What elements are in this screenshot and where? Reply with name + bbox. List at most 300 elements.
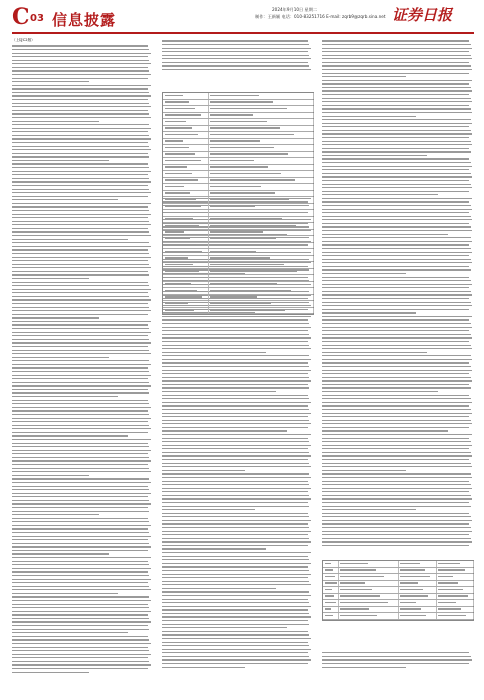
table-row — [163, 308, 313, 315]
text-line — [322, 237, 471, 238]
table-cell — [208, 197, 314, 203]
text-line — [12, 539, 148, 540]
fund-usage-table — [322, 560, 474, 621]
text-line — [322, 506, 471, 507]
text-line — [322, 391, 438, 392]
text-line — [322, 184, 471, 185]
text-line — [12, 493, 151, 494]
text-line — [322, 420, 471, 421]
table-cell — [208, 93, 314, 99]
text-line — [12, 257, 151, 258]
text-line — [162, 370, 311, 371]
text-line — [322, 484, 471, 485]
text-line — [162, 667, 245, 668]
text-line — [322, 198, 472, 199]
text-line — [12, 271, 148, 272]
text-line — [12, 568, 151, 569]
text-line — [12, 475, 89, 476]
table-cell — [338, 607, 399, 613]
table-cell — [163, 243, 209, 249]
text-line — [162, 595, 311, 596]
text-line — [12, 428, 151, 429]
text-line — [12, 203, 151, 204]
text-line — [12, 49, 149, 50]
text-line — [162, 359, 311, 360]
text-line — [322, 305, 472, 306]
text-line — [12, 443, 148, 444]
text-line — [12, 181, 151, 182]
text-line — [162, 506, 309, 507]
text-line — [322, 416, 469, 417]
text-line — [162, 534, 308, 535]
contact-line: 制作：王新颖 电话：010-83251716 E-mail: zqrb9@zqrb.sina.net — [255, 14, 386, 19]
text-line — [322, 291, 471, 292]
text-line — [12, 264, 149, 265]
table-cell — [208, 210, 314, 216]
text-line — [12, 60, 149, 61]
text-line — [12, 88, 148, 89]
text-line — [322, 98, 471, 99]
table-cell — [163, 113, 209, 119]
table-cell — [338, 594, 399, 600]
text-line — [162, 581, 309, 582]
text-line — [12, 317, 99, 318]
text-line — [162, 51, 308, 52]
text-line — [162, 631, 308, 632]
table-cell — [208, 204, 314, 210]
text-line — [12, 328, 149, 329]
text-line — [322, 534, 469, 535]
text-line — [322, 427, 469, 428]
text-line — [12, 654, 151, 655]
text-line — [162, 566, 308, 567]
text-line — [322, 166, 472, 167]
text-line — [162, 55, 309, 56]
text-line — [162, 348, 311, 349]
text-line — [322, 423, 472, 424]
text-line — [12, 95, 151, 96]
text-line — [12, 303, 148, 304]
text-line — [162, 663, 308, 664]
text-line — [12, 661, 149, 662]
table-cell — [208, 113, 314, 119]
table-cell — [163, 152, 209, 158]
text-line — [322, 90, 472, 91]
text-line — [162, 452, 309, 453]
text-line — [12, 561, 148, 562]
text-line — [12, 299, 151, 300]
table-cell — [436, 587, 475, 593]
text-line — [12, 174, 148, 175]
text-line — [12, 221, 149, 222]
text-line — [322, 355, 471, 356]
table-cell — [163, 275, 209, 281]
text-line — [162, 638, 311, 639]
text-line — [12, 249, 148, 250]
table-cell — [163, 249, 209, 255]
text-line — [12, 668, 148, 669]
text-line — [162, 58, 311, 59]
table-cell — [208, 145, 314, 151]
text-line — [12, 657, 148, 658]
table-cell — [436, 607, 475, 613]
text-line — [322, 463, 471, 464]
text-line — [322, 502, 469, 503]
text-line — [12, 392, 149, 393]
text-line — [162, 420, 309, 421]
text-line — [12, 457, 149, 458]
table-cell — [208, 288, 314, 294]
text-line — [322, 155, 427, 156]
text-line — [12, 593, 118, 594]
text-line — [322, 362, 469, 363]
text-line — [12, 550, 148, 551]
text-line — [12, 514, 99, 515]
text-line — [162, 387, 309, 388]
text-line — [12, 511, 149, 512]
page-number: 03 — [30, 13, 44, 24]
text-line — [162, 48, 311, 49]
text-line — [322, 212, 469, 213]
text-line — [322, 359, 472, 360]
text-line — [322, 413, 472, 414]
table-cell — [338, 568, 399, 574]
section-letter: C — [12, 4, 30, 30]
text-line — [12, 113, 149, 114]
text-line — [162, 541, 311, 542]
text-line — [12, 231, 149, 232]
text-line — [322, 40, 469, 41]
text-line — [12, 596, 149, 597]
table-cell — [163, 301, 209, 307]
table-cell — [163, 269, 209, 275]
text-line — [162, 362, 308, 363]
text-line — [322, 209, 472, 210]
text-line — [12, 450, 151, 451]
table-cell — [163, 256, 209, 262]
table-cell — [163, 197, 209, 203]
table-cell — [436, 613, 475, 619]
table-cell — [398, 561, 437, 567]
text-line — [12, 643, 151, 644]
text-line — [322, 656, 471, 657]
text-line — [12, 621, 151, 622]
text-line — [12, 335, 148, 336]
text-line — [322, 495, 471, 496]
text-line — [322, 366, 471, 367]
text-line — [12, 546, 151, 547]
text-line — [322, 327, 472, 328]
table-cell — [208, 152, 314, 158]
text-line — [162, 463, 309, 464]
table-cell — [208, 171, 314, 177]
text-line — [162, 69, 311, 70]
text-line — [12, 496, 148, 497]
text-line — [322, 180, 469, 181]
text-line — [12, 489, 149, 490]
text-line — [162, 645, 309, 646]
text-line — [12, 121, 99, 122]
table-cell — [208, 158, 314, 164]
table-cell — [208, 295, 314, 301]
text-line — [12, 439, 151, 440]
text-line — [162, 337, 311, 338]
text-line — [12, 414, 149, 415]
text-line — [322, 141, 471, 142]
text-line — [12, 629, 149, 630]
text-line — [12, 289, 151, 290]
text-line — [322, 216, 471, 217]
table-cell — [208, 282, 314, 288]
text-line — [322, 119, 471, 120]
text-line — [12, 210, 149, 211]
text-line — [12, 543, 149, 544]
text-line — [12, 664, 151, 665]
text-line — [322, 409, 471, 410]
text-line — [322, 455, 472, 456]
text-line — [12, 446, 149, 447]
text-line — [12, 453, 148, 454]
text-line — [322, 162, 471, 163]
newspaper-logo: 证券日报 — [392, 6, 453, 24]
text-line — [322, 58, 472, 59]
text-line — [322, 341, 469, 342]
text-line — [162, 652, 308, 653]
text-line — [12, 371, 149, 372]
text-line — [162, 627, 287, 628]
text-line — [12, 307, 149, 308]
text-line — [162, 65, 309, 66]
text-line — [12, 579, 151, 580]
table-cell — [323, 581, 339, 587]
text-line — [322, 87, 471, 88]
text-line — [162, 345, 309, 346]
text-line — [322, 223, 469, 224]
text-line — [322, 176, 472, 177]
text-line — [322, 205, 471, 206]
text-line — [12, 278, 89, 279]
text-line — [12, 625, 148, 626]
text-line — [12, 553, 109, 554]
text-line — [12, 56, 148, 57]
table-cell — [163, 178, 209, 184]
table-cell — [163, 139, 209, 145]
text-line — [162, 434, 311, 435]
text-line — [322, 387, 471, 388]
table-cell — [436, 600, 475, 606]
text-line — [162, 556, 308, 557]
text-line — [322, 459, 469, 460]
text-line — [162, 659, 311, 660]
text-line — [322, 83, 469, 84]
text-line — [162, 441, 309, 442]
text-line — [12, 421, 148, 422]
text-line — [322, 62, 469, 63]
text-line — [12, 285, 149, 286]
text-line — [322, 69, 472, 70]
text-line — [162, 395, 308, 396]
text-line — [162, 488, 311, 489]
text-line — [162, 466, 311, 467]
text-line — [12, 507, 148, 508]
text-line — [162, 398, 309, 399]
text-line — [162, 373, 308, 374]
text-line — [162, 552, 311, 553]
table-cell — [208, 191, 314, 197]
text-line — [12, 400, 148, 401]
text-line — [162, 599, 308, 600]
text-line — [12, 214, 151, 215]
table-cell — [208, 301, 314, 307]
table-cell — [338, 587, 399, 593]
text-line — [12, 274, 149, 275]
text-line — [322, 445, 472, 446]
table-cell — [163, 295, 209, 301]
text-line — [12, 464, 148, 465]
table-cell — [398, 607, 437, 613]
table-cell — [338, 581, 399, 587]
table-cell — [208, 275, 314, 281]
text-line — [162, 366, 309, 367]
text-line — [162, 591, 309, 592]
text-line — [322, 380, 472, 381]
table-cell — [163, 126, 209, 132]
text-line — [322, 80, 472, 81]
text-line — [322, 302, 471, 303]
text-line — [162, 423, 311, 424]
text-line — [322, 348, 472, 349]
text-line — [12, 353, 151, 354]
text-line — [162, 538, 309, 539]
table-cell — [323, 574, 339, 580]
text-line — [12, 92, 149, 93]
text-line — [322, 452, 471, 453]
text-line — [162, 323, 309, 324]
text-line — [12, 296, 149, 297]
text-line — [12, 357, 109, 358]
text-line — [162, 531, 311, 532]
text-line — [162, 327, 311, 328]
text-line — [162, 459, 308, 460]
table-cell — [208, 262, 314, 268]
text-line — [322, 287, 469, 288]
text-line — [12, 314, 148, 315]
text-line — [162, 498, 311, 499]
text-line — [12, 85, 151, 86]
text-line — [322, 545, 469, 546]
text-line — [12, 124, 149, 125]
table-cell — [338, 613, 399, 619]
table-cell — [163, 100, 209, 106]
text-line — [12, 500, 149, 501]
table-row — [323, 613, 473, 620]
text-line — [12, 478, 149, 479]
text-line — [12, 81, 89, 82]
text-line — [322, 531, 472, 532]
table-cell — [163, 204, 209, 210]
text-line — [12, 332, 151, 333]
text-line — [322, 230, 472, 231]
table-cell — [208, 126, 314, 132]
text-line — [12, 614, 148, 615]
text-line — [12, 532, 149, 533]
text-line — [12, 163, 148, 164]
table-cell — [163, 119, 209, 125]
text-line — [162, 634, 309, 635]
text-line — [162, 642, 308, 643]
text-line — [12, 282, 148, 283]
text-line — [12, 217, 148, 218]
text-line — [162, 316, 311, 317]
text-line — [162, 484, 309, 485]
text-line — [162, 616, 311, 617]
table-cell — [398, 587, 437, 593]
text-line — [12, 196, 148, 197]
table-cell — [323, 594, 339, 600]
text-line — [12, 78, 148, 79]
text-line — [12, 185, 148, 186]
text-line — [162, 380, 311, 381]
text-line — [322, 44, 471, 45]
text-line — [12, 253, 149, 254]
table-cell — [163, 145, 209, 151]
table-cell — [208, 243, 314, 249]
text-line — [12, 647, 148, 648]
text-line — [12, 650, 149, 651]
text-line — [12, 103, 149, 104]
text-line — [162, 341, 308, 342]
text-line — [162, 62, 308, 63]
text-line — [12, 360, 149, 361]
text-line — [322, 105, 469, 106]
text-line — [322, 116, 416, 117]
text-line — [162, 513, 308, 514]
page-header — [0, 0, 484, 32]
text-line — [322, 323, 471, 324]
text-line — [322, 466, 472, 467]
text-line — [12, 342, 151, 343]
text-line — [12, 149, 151, 150]
text-line — [322, 470, 406, 471]
text-line — [162, 377, 309, 378]
text-line — [12, 292, 148, 293]
text-line — [12, 70, 149, 71]
text-line — [322, 51, 469, 52]
text-line — [12, 142, 148, 143]
text-line — [12, 131, 148, 132]
text-line — [12, 396, 118, 397]
text-line — [322, 448, 469, 449]
text-line — [12, 435, 128, 436]
text-line — [162, 613, 309, 614]
header-rule — [12, 32, 474, 34]
text-line — [12, 486, 148, 487]
text-line — [322, 201, 469, 202]
text-line — [12, 106, 151, 107]
text-line — [12, 192, 151, 193]
text-line — [322, 112, 472, 113]
table-cell — [436, 568, 475, 574]
text-line — [322, 255, 469, 256]
text-line — [322, 377, 471, 378]
text-line — [12, 146, 149, 147]
table-cell — [208, 308, 314, 314]
text-line — [322, 234, 448, 235]
text-line — [322, 334, 471, 335]
text-line — [12, 135, 149, 136]
table-cell — [163, 158, 209, 164]
text-line — [12, 167, 149, 168]
